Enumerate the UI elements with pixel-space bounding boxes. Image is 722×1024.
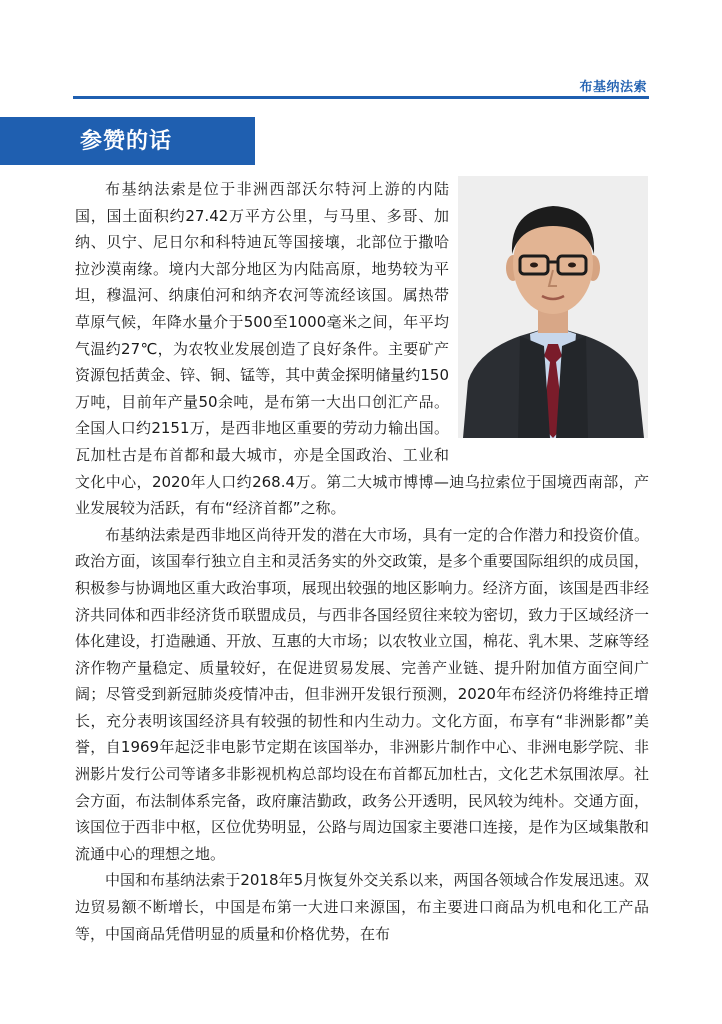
paragraph-overview: 布基纳法索是位于非洲西部沃尔特河上游的内陆国，国土面积约27.42万平方公里，与马里、多哥、加纳、贝宁、尼日尔和科特迪瓦等国接壤，北部位于撒哈拉沙漠南缘。境内大部分地区为内陆高原，地势较为平坦，穆温河、纳康伯河和纳齐农河等流经该国。属热带草原气候，年降水量介于500至1000毫米之间，年平均气温约27℃，为农牧业发展创造了良好条件。主要矿产资源包括黄金、锌、铜、锰等，其中黄金探明储量约150万吨，目前年产量50余吨，是布第一大出口创汇产品。全国人口约2151万，是西非地区重要的劳动力输出国。瓦加杜古是布首都和最大城市，亦是全国政治、工业和文化中心，2020年人口约268.4万。第二大城市博博—迪乌拉索位于国境西南部，产业发展较为活跃，有布“经济首都”之称。 bbox=[75, 180, 649, 518]
article-body bbox=[75, 176, 649, 947]
photo-wrap-spacer bbox=[449, 176, 649, 442]
section-title: 参赞的话 bbox=[80, 129, 173, 154]
paragraph-relations: 中国和布基纳法索于2018年5月恢复外交关系以来，两国各领域合作发展迅速。双边贸易额不断增长，中国是布第一大进口来源国，布主要进口商品为机电和化工产品等，中国商品凭借明显的质量和价格优势，在布 bbox=[75, 871, 649, 943]
running-header-title: 布基纳法索 bbox=[579, 80, 647, 95]
header-divider bbox=[73, 96, 649, 99]
paragraph-market: 布基纳法索是西非地区尚待开发的潜在大市场，具有一定的合作潜力和投资价值。政治方面，该国奉行独立自主和灵活务实的外交政策，是多个重要国际组织的成员国，积极参与协调地区重大政治事项，展现出较强的地区影响力。经济方面，该国是西非经济共同体和西非经济货币联盟成员，与西非各国经贸往来较为密切，致力于区域经济一体化建设，打造融通、开放、互惠的大市场；以农牧业立国，棉花、乳木果、芝麻等经济作物产量稳定、质量较好，在促进贸易发展、完善产业链、提升附加值方面空间广阔；尽管受到新冠肺炎疫情冲击，但非洲开发银行预测，2020年布经济仍将维持正增长，充分表明该国经济具有较强的韧性和内生动力。文化方面，布享有“非洲影都”美誉，自1969年起泛非电影节定期在该国举办，非洲影片制作中心、非洲电影学院、非洲影片发行公司等诸多非影视机构总部均设在布首都瓦加杜古，文化艺术氛围浓厚。社会方面，布法制体系完备，政府廉洁勤政，政务公开透明，民风较为纯朴。交通方面，该国位于西非中枢，区位优势明显，公路与周边国家主要港口连接，是作为区域集散和流通中心的理想之地。 bbox=[75, 525, 649, 863]
